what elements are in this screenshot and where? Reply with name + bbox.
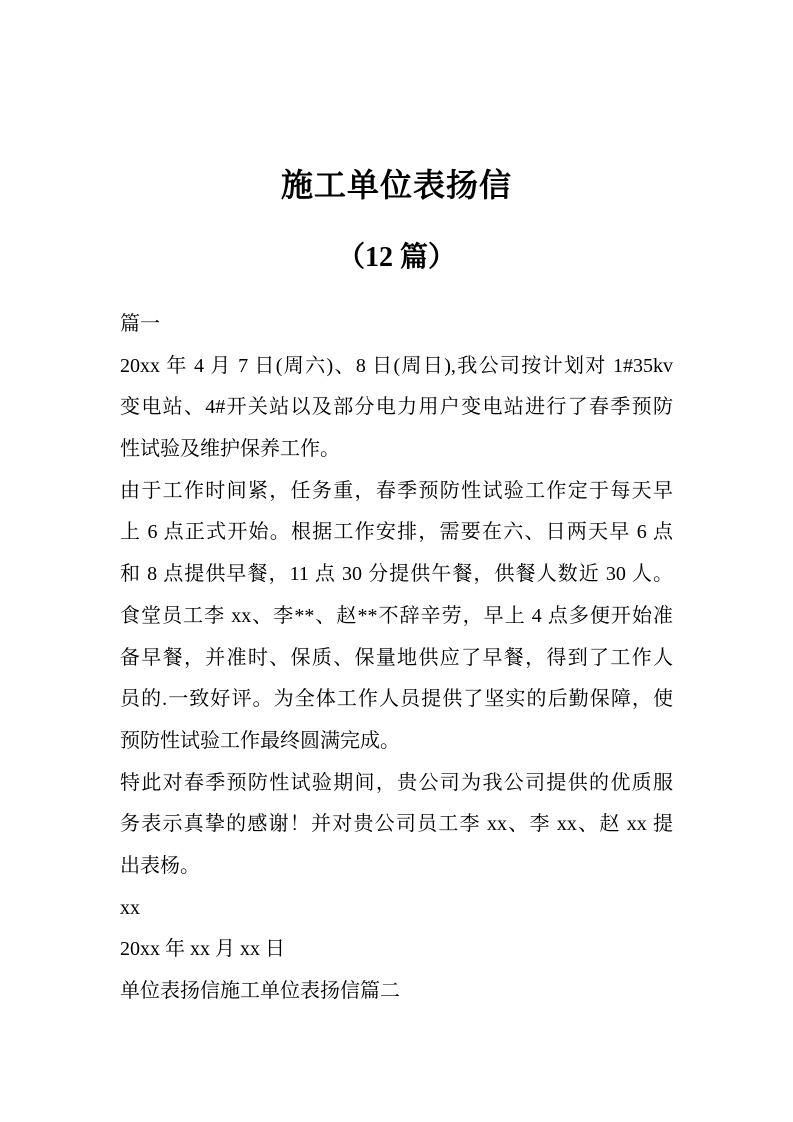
body-line: 务表示真挚的感谢！并对贵公司员工李 xx、李 xx、赵 xx 提 [120,813,673,836]
body-line-date: 20xx 年 xx 月 xx 日 [120,938,285,961]
body-line: 食堂员工李 xx、李**、赵**不辞辛劳，早上 4 点多便开始准 [120,604,673,627]
body-line: 性试验及维护保养工作。 [120,438,340,461]
body-line: 出表杨。 [120,854,200,877]
document-body [120,304,673,1013]
body-line: 和 8 点提供早餐，11 点 30 分提供午餐，供餐人数近 30 人。 [120,563,673,586]
document-title: 施工单位表扬信 [280,167,512,203]
body-line: 变电站、4#开关站以及部分电力用户变电站进行了春季预防 [120,396,673,419]
body-line-section-label: 篇一 [120,313,160,335]
body-line: 备早餐，并准时、保质、保量地供应了早餐，得到了工作人 [120,646,673,669]
body-line: 由于工作时间紧，任务重，春季预防性试验工作定于每天早 [120,479,673,502]
body-line: 员的.一致好评。为全体工作人员提供了坚实的后勤保障，使 [120,688,673,711]
body-line-signature: xx [120,896,140,919]
document-subtitle: （12 篇） [336,242,456,273]
body-line: 上 6 点正式开始。根据工作安排，需要在六、日两天早 6 点 [120,521,673,544]
body-line: 20xx 年 4 月 7 日(周六)、8 日(周日),我公司按计划对 1#35kv [120,354,673,377]
body-line-next-section: 单位表扬信施工单位表扬信篇二 [120,980,400,1002]
body-line: 特此对春季预防性试验期间，贵公司为我公司提供的优质服 [120,771,673,794]
body-line: 预防性试验工作最终圆满完成。 [120,729,400,752]
